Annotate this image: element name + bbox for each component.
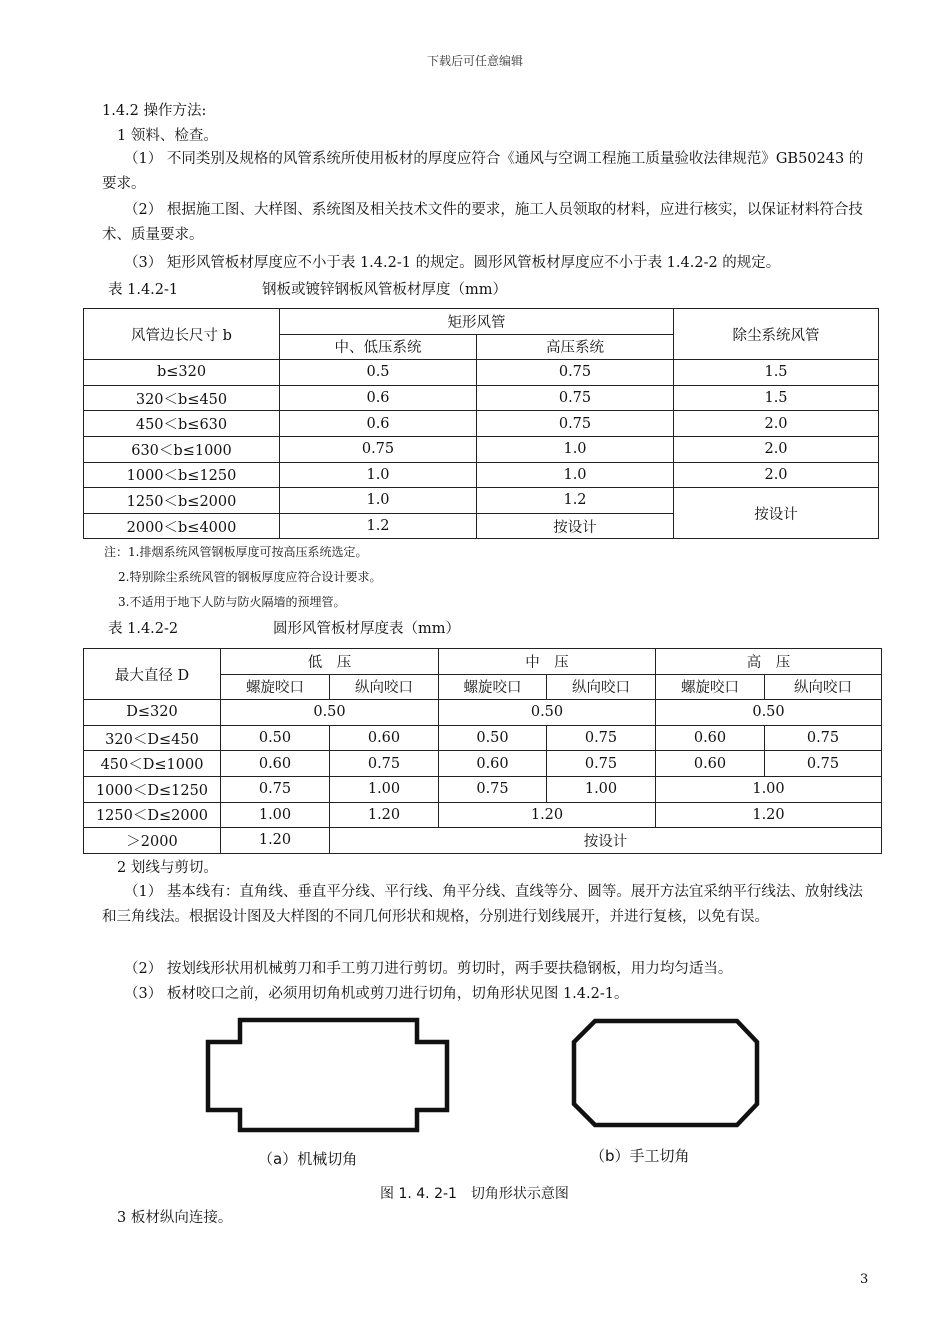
table-row bbox=[84, 360, 879, 386]
table1-steel-thickness bbox=[83, 308, 879, 539]
note-1: 注：1.排烟系统风管钢板厚度可按高压系统选定。 bbox=[104, 545, 368, 559]
table-cell: 0.75 bbox=[477, 385, 674, 411]
table1-header-low: 中、低压系统 bbox=[280, 334, 477, 360]
table-cell: 1.20 bbox=[656, 802, 882, 828]
table2-header-spiral: 螺旋咬口 bbox=[221, 674, 330, 700]
figure-label-b: （b）手工切角 bbox=[590, 1147, 690, 1165]
table-cell: 0.6 bbox=[280, 385, 477, 411]
table-cell: 0.60 bbox=[656, 725, 765, 751]
table-row bbox=[84, 385, 879, 411]
paragraph-1: （1） 不同类别及规格的风管系统所使用板材的厚度应符合《通风与空调工程施工质量验收法律规范》GB50243 的要求。 bbox=[102, 151, 864, 192]
table-cell: 2.0 bbox=[674, 436, 879, 462]
figure-label-a: （a）机械切角 bbox=[258, 1150, 358, 1168]
table-cell: 0.60 bbox=[330, 725, 439, 751]
table2-header-long: 纵向咬口 bbox=[547, 674, 656, 700]
table-cell: 0.75 bbox=[547, 725, 656, 751]
table-cell: 2000＜b≤4000 bbox=[84, 513, 280, 539]
table-row bbox=[84, 700, 882, 726]
table-cell: 0.75 bbox=[330, 751, 439, 777]
table-cell: 1.00 bbox=[221, 802, 330, 828]
table2-header-mid: 中 压 bbox=[439, 649, 656, 675]
table-cell: 0.60 bbox=[221, 751, 330, 777]
paragraph-3: （3） 矩形风管板材厚度应不小于表 1.4.2-1 的规定。圆形风管板材厚度应不小于表 1.4.2-2 的规定。 bbox=[124, 255, 781, 271]
table2-header-long: 纵向咬口 bbox=[330, 674, 439, 700]
paragraph-5: （2） 按划线形状用机械剪刀和手工剪刀进行剪切。剪切时，两手要扶稳钢板，用力均匀适当。 bbox=[124, 961, 733, 977]
paragraph-2: （2） 根据施工图、大样图、系统图及相关技术文件的要求，施工人员领取的材料，应进行核实，以保证材料符合技术、质量要求。 bbox=[102, 202, 863, 243]
manual-cut-corner-shape bbox=[565, 1012, 770, 1137]
table2-header-dia: 最大直径 D bbox=[84, 649, 221, 700]
table2-header-spiral: 螺旋咬口 bbox=[656, 674, 765, 700]
table-row bbox=[84, 828, 882, 854]
paragraph-4: （1） 基本线有：直角线、垂直平分线、平行线、角平分线、直线等分、圆等。展开方法宜采纳平行线法、放射线法和三角线法。根据设计图及大样图的不同几何形状和规格，分别进行划线展开，并进行复核，以免有误。 bbox=[102, 884, 863, 925]
table-cell: 1000＜b≤1250 bbox=[84, 462, 280, 488]
table-cell: 1.0 bbox=[477, 462, 674, 488]
table-row bbox=[84, 462, 879, 488]
table-row bbox=[84, 725, 882, 751]
table-cell: 0.75 bbox=[280, 436, 477, 462]
table-cell: 0.75 bbox=[765, 725, 882, 751]
table1-label: 表 1.4.2-1 bbox=[108, 282, 179, 298]
table-cell: 1.5 bbox=[674, 360, 879, 386]
table-row bbox=[84, 802, 882, 828]
table-cell: 按设计 bbox=[330, 828, 882, 854]
table1-header-size: 风管边长尺寸 b bbox=[84, 309, 280, 360]
table-cell: 1.2 bbox=[280, 513, 477, 539]
table-cell: 0.50 bbox=[439, 725, 547, 751]
table-cell: 450＜D≤1000 bbox=[84, 751, 221, 777]
table-cell: 320＜b≤450 bbox=[84, 385, 280, 411]
table-cell: 按设计 bbox=[477, 513, 674, 539]
table-cell: 2.0 bbox=[674, 462, 879, 488]
table-cell: 450＜b≤630 bbox=[84, 411, 280, 437]
table-cell: 630＜b≤1000 bbox=[84, 436, 280, 462]
table2-header-low: 低 压 bbox=[221, 649, 439, 675]
table-row bbox=[84, 488, 879, 514]
table-cell: 1.5 bbox=[674, 385, 879, 411]
section-title: 1.4.2 操作方法: bbox=[102, 103, 207, 119]
table-cell: 1250＜D≤2000 bbox=[84, 802, 221, 828]
table-cell: b≤320 bbox=[84, 360, 280, 386]
table-cell: 1000＜D≤1250 bbox=[84, 776, 221, 802]
table1-header-dust: 除尘系统风管 bbox=[674, 309, 879, 360]
table-cell: 1.00 bbox=[656, 776, 882, 802]
table-row bbox=[84, 776, 882, 802]
table-cell: 1.20 bbox=[330, 802, 439, 828]
item1-title: 1 领料、检查。 bbox=[117, 128, 218, 144]
item2-title: 2 划线与剪切。 bbox=[117, 860, 218, 876]
table-row bbox=[84, 436, 879, 462]
table-cell: 1.20 bbox=[221, 828, 330, 854]
table1-title: 钢板或镀锌钢板风管板材厚度（mm） bbox=[262, 282, 507, 298]
mechanical-cut-corner-shape bbox=[195, 1012, 465, 1137]
table-cell: 1.0 bbox=[280, 462, 477, 488]
table-cell: 0.50 bbox=[656, 700, 882, 726]
table-row bbox=[84, 751, 882, 777]
table-cell: 0.60 bbox=[656, 751, 765, 777]
table-cell: 0.75 bbox=[477, 360, 674, 386]
page-header: 下载后可任意编辑 bbox=[426, 54, 523, 68]
table2-header-high: 高 压 bbox=[656, 649, 882, 675]
table-cell: 1.20 bbox=[439, 802, 656, 828]
table-cell: 0.50 bbox=[439, 700, 656, 726]
table1-header-rect: 矩形风管 bbox=[280, 309, 674, 335]
table-cell: 0.50 bbox=[221, 725, 330, 751]
table-cell: 2.0 bbox=[674, 411, 879, 437]
table-cell: 0.75 bbox=[221, 776, 330, 802]
table2-header-long: 纵向咬口 bbox=[765, 674, 882, 700]
note-3: 3.不适用于地下人防与防火隔墙的预埋管。 bbox=[118, 595, 346, 609]
table-cell: 1.2 bbox=[477, 488, 674, 514]
table-cell: 0.60 bbox=[439, 751, 547, 777]
table-cell: 1.0 bbox=[477, 436, 674, 462]
table-cell: 1.00 bbox=[547, 776, 656, 802]
table-cell: D≤320 bbox=[84, 700, 221, 726]
note-2: 2.特别除尘系统风管的钢板厚度应符合设计要求。 bbox=[118, 570, 382, 584]
table2-round-thickness bbox=[83, 648, 882, 854]
table-cell: 320＜D≤450 bbox=[84, 725, 221, 751]
table1-header-high: 高压系统 bbox=[477, 334, 674, 360]
table-cell: 0.6 bbox=[280, 411, 477, 437]
table-cell: 0.5 bbox=[280, 360, 477, 386]
table2-label: 表 1.4.2-2 bbox=[108, 621, 179, 637]
table-cell: 1.0 bbox=[280, 488, 477, 514]
table-cell: 0.75 bbox=[765, 751, 882, 777]
table-cell: 0.75 bbox=[439, 776, 547, 802]
table2-header-spiral: 螺旋咬口 bbox=[439, 674, 547, 700]
table-cell: 0.50 bbox=[221, 700, 439, 726]
table-cell: 0.75 bbox=[477, 411, 674, 437]
table-cell: 按设计 bbox=[674, 488, 879, 539]
table-cell: ＞2000 bbox=[84, 828, 221, 854]
table2-title: 圆形风管板材厚度表（mm） bbox=[273, 621, 460, 637]
page-number: 3 bbox=[860, 1272, 869, 1287]
table-cell: 1250＜b≤2000 bbox=[84, 488, 280, 514]
item3-title: 3 板材纵向连接。 bbox=[117, 1210, 233, 1226]
table-row bbox=[84, 411, 879, 437]
table-cell: 0.75 bbox=[547, 751, 656, 777]
paragraph-6: （3） 板材咬口之前，必须用切角机或剪刀进行切角，切角形状见图 1.4.2-1。 bbox=[124, 986, 629, 1002]
table-cell: 1.00 bbox=[330, 776, 439, 802]
figure-caption: 图 1. 4. 2-1 切角形状示意图 bbox=[380, 1186, 569, 1202]
